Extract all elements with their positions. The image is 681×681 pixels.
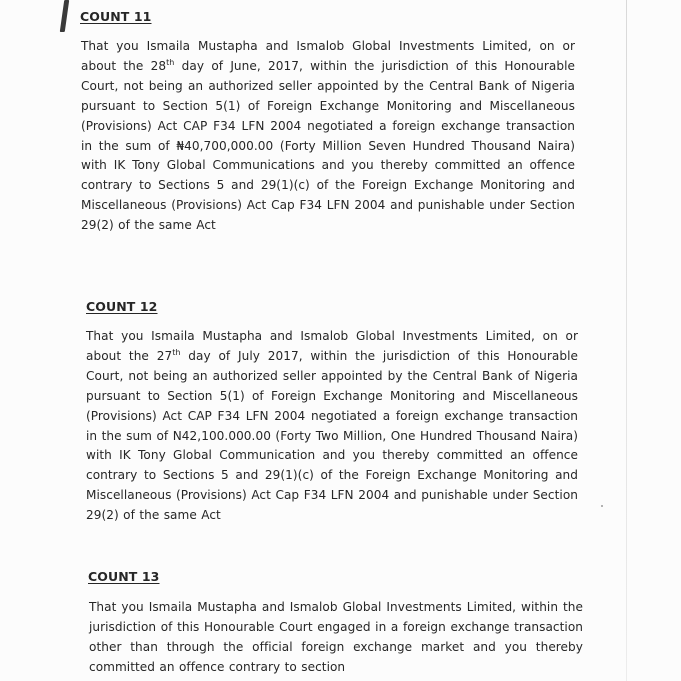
count-12-text-part: day of July 2017, within the jurisdiction of this Honourable Court, not being an authorized seller appointed by the Central Bank of Nigeria pursuant to Section 5(1) of Foreign Exchange Monitoring and Miscellaneous (Provisions) Act CAP F34 LFN 2004 negotiated a foreign exchange transaction in the sum of N42,100.000.00 (Forty Two Million, One Hundred Thousand Naira) with IK Tony Global Communication and you thereby committed an offence contrary to Sections 5 and 29(1)(c) of the Foreign Exchange Monitoring and Miscellaneous (Provisions) Act Cap F34 LFN 2004 and punishable under Section 29(2) of the same Act [86, 348, 578, 523]
page-edge-shadow [60, 0, 69, 32]
count-11-text [81, 37, 575, 236]
count-13-heading: COUNT 13 [88, 569, 160, 584]
count-11-ordinal-suffix: th [166, 57, 175, 67]
count-12-text [86, 327, 578, 526]
page-edge-line [626, 0, 627, 681]
count-11-text-part: That you Ismaila Mustapha and Ismalob Global Investments Limited, on or about the 28 [81, 39, 575, 73]
count-13-text-part: That you Ismaila Mustapha and Ismalob Global Investments Limited, within the jurisdiction of this Honourable Court engaged in a foreign exchange transaction other than through the official foreign exchange market and you thereby committed an offence contrary to section [89, 600, 583, 674]
count-12-text-part: That you Ismaila Mustapha and Ismalob Global Investments Limited, on or about the 27 [86, 329, 578, 363]
count-11-heading: COUNT 11 [80, 9, 152, 24]
count-12-heading: COUNT 12 [86, 299, 158, 314]
count-13-text [89, 598, 583, 678]
scan-speck [601, 505, 603, 507]
count-12-ordinal-suffix: th [172, 347, 181, 357]
count-11-text-part: day of June, 2017, within the jurisdiction of this Honourable Court, not being an authorized seller appointed by the Central Bank of Nigeria pursuant to Section 5(1) of Foreign Exchange Monitoring and Miscellaneous (Provisions) Act CAP F34 LFN 2004 negotiated a foreign exchange transaction in the sum of ₦40,700,000.00 (Forty Million Seven Hundred Thousand Naira) with IK Tony Global Communications and you thereby committed an offence contrary to Sections 5 and 29(1)(c) of the Foreign Exchange Monitoring and Miscellaneous (Provisions) Act Cap F34 LFN 2004 and punishable under Section 29(2) of the same Act [81, 58, 576, 233]
